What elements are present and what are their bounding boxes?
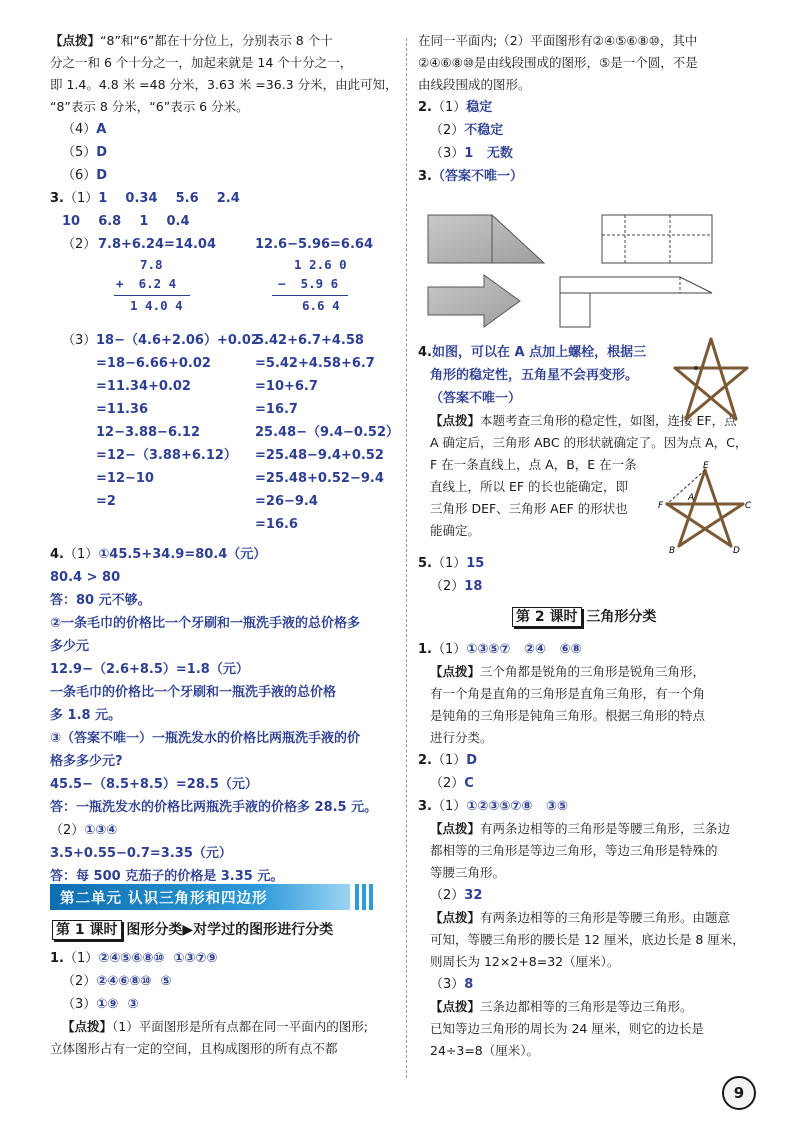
vertical-operand: 7.8 [140,257,163,272]
tip-text: 24÷3=8（厘米）。 [430,1043,540,1058]
star-label-c: C [745,501,752,511]
item-number: （1） [431,753,467,768]
l-shape [560,277,712,327]
calc-step: =16.6 [255,517,298,532]
answer-line [418,973,758,996]
calc-step: =10+6.7 [255,379,318,394]
answer-text: 多 1.8 元。 [50,708,122,723]
tip-text: 三角形 DEF、三角形 AEF 的形状也 [430,501,628,516]
vertical-result: 6.6 4 [302,298,340,313]
answer-line [50,118,395,141]
answer-text: 32 [464,888,483,903]
item-number: （1） [431,642,467,657]
vertical-calculations [50,257,395,329]
item-number: （1） [431,556,467,571]
calc-step: 25.48−（9.4−0.52） [255,425,400,440]
lesson2-answers [418,638,758,1062]
vertical-operand: − 5.9 6 [278,276,339,291]
vertical-result: 1 4.0 4 [130,298,183,313]
tip-text: 直线上，所以 EF 的长也能确定，即 [430,479,629,494]
equation: 12.6−5.96=6.64 [255,237,374,252]
calc-step: =26−9.4 [255,494,318,509]
calc-step: =25.48+0.52−9.4 [255,471,384,486]
answer-text: 1 无数 [464,146,513,161]
item-number: （3） [62,333,97,348]
star-label-e: E [703,461,709,471]
item-number: （6） [62,168,97,183]
calc-step: =11.36 [96,402,149,417]
answer-line [50,233,395,257]
tip-text: 有两条边相等的三角形是等腰三角形，三条边 [480,821,731,836]
vertical-operand: 1 2.6 0 [294,257,347,272]
tip-block [418,996,758,1018]
lesson-badge: 第 1 课时 [52,920,122,940]
prism-net-shape [602,215,712,263]
answer-line [50,543,395,566]
item-number: （2） [430,888,465,903]
item-number: （2） [430,123,465,138]
lesson-subtitle: 对学过的图形进行分类 [193,922,334,938]
question-number: 3. [50,191,64,206]
lesson-title: 图形分类 [126,922,183,938]
unit-title-banner [50,884,350,910]
answer-line [418,749,758,772]
answer-text: （答案不唯一） [430,391,522,406]
tip-text: “8”和“6”都在十分位上，分别表示 8 个十 [100,33,333,48]
tip-text: F 在一条直线上，点 A，B，E 在一条 [430,457,637,472]
tip-text: ②④⑥⑧⑩是由线段围成的图形，⑤是一个圆，不是 [418,55,698,70]
tip-label: 【点拨】 [50,33,101,48]
star-label-b: B [669,546,676,555]
tip-text: 进行分类。 [430,730,493,745]
answer-text: ②一条毛巾的价格比一个牙刷和一瓶洗手液的总价格多 [50,616,361,631]
vertical-rule [114,295,190,296]
answer-text: D [96,145,108,160]
star-label-a: A [688,493,695,503]
answer-text: （答案不唯一） [431,169,523,184]
page-number: 9 [722,1076,756,1110]
calc-step: =5.42+4.58+6.7 [255,356,375,371]
answer-text: 答：80 元不够。 [50,593,151,608]
answer-line [50,970,395,993]
item-number: （3） [62,997,97,1012]
tip-text: “8”表示 8 分米，“6”表示 6 分米。 [50,99,249,114]
tip-label: 【点拨】 [430,664,481,679]
item-number: （1） [63,191,99,206]
question-number: 2. [418,100,432,115]
calc-column [96,329,260,421]
question-number: 3. [418,169,432,184]
answer-text: ②④⑥⑧⑩ ⑤ [96,974,172,989]
answer-text: ①③④ [84,823,118,838]
answer-line [418,552,758,575]
tip-block [418,907,758,929]
tip-text: 能确定。 [430,523,481,538]
tip-label: 【点拨】 [430,413,481,428]
tip-block [418,661,758,683]
answer-text: 格多多少元? [50,754,123,769]
answer-text: ①⑨ ③ [96,997,139,1012]
answer-text: A [96,122,107,137]
tip-label: 【点拨】 [430,999,481,1014]
question-number: 5. [418,556,432,571]
answer-text: C [464,776,474,791]
calculation-grid [50,329,400,543]
calc-step: 18−（4.6+2.06）+0.02 [96,333,260,348]
trapezoid-shape [428,215,544,263]
question-number: 1. [50,951,64,966]
tip-text: 本题考查三角形的稳定性，如图，连接 EF，点 [480,413,737,428]
item-number: （1） [63,547,99,562]
calc-step: =11.34+0.02 [96,379,191,394]
answer-text: 15 [466,556,485,571]
item-number: （5） [62,145,97,160]
left-column [50,30,400,888]
item-number: （3） [430,977,465,992]
answer-text: ③（答案不唯一）一瓶洗发水的价格比两瓶洗手液的价 [50,731,361,746]
shapes-figure [420,205,720,335]
answer-line [50,993,395,1016]
tip-block [50,1016,395,1038]
calc-step: =12−10 [96,471,154,486]
answer-text: ①45.5+34.9=80.4（元） [98,547,267,562]
answer-line [50,164,395,187]
calc-step: =16.7 [255,402,298,417]
question-number: 4. [418,345,432,360]
tip-text: 可知，等腰三角形的腰长是 12 厘米，底边长是 8 厘米， [430,932,745,947]
q5-block [418,552,758,598]
equation: 7.8+6.24=14.04 [98,237,217,252]
tip-block [50,30,395,52]
question-number: 1. [418,642,432,657]
answer-text: ①③⑤⑦ ②④ ⑥⑧ [466,642,582,657]
answer-text: 稳定 [466,100,493,115]
tip-label: 【点拨】 [62,1019,113,1034]
star-figure-plain [672,335,750,423]
answer-line [418,165,758,188]
answer-line [50,819,395,842]
calc-step: =2 [96,494,116,509]
answer-text: D [466,753,478,768]
answer-line [418,795,758,818]
arrow-icon: ▶ [182,922,194,938]
tip-text: 即 1.4。4.8 米 =48 分米，3.63 米 =36.3 分米，由此可知， [50,77,398,92]
tip-text: 立体图形占有一定的空间，且构成图形的所有点不都 [50,1041,338,1056]
tip-text: 则周长为 12×2+8=32（厘米）。 [430,954,620,969]
question-number: 3. [418,799,432,814]
q4-block [418,341,748,542]
tip-text: 都相等的三角形是等边三角形，等边三角形是特殊的 [430,843,718,858]
tip-text: 三条边都相等的三角形是等边三角形。 [480,999,693,1014]
calc-step: =25.48−9.4+0.52 [255,448,384,463]
item-number: （2） [62,974,97,989]
tip-label: 【点拨】 [430,821,481,836]
answer-line [50,187,395,210]
answer-text: ②④⑤⑥⑧⑩ ①③⑦⑨ [98,951,218,966]
column-divider [406,38,407,1078]
calc-step: 5.42+6.7+4.58 [255,333,364,348]
answer-line [418,638,758,661]
arrow-shape [428,275,520,327]
answer-line [418,575,758,598]
star-label-d: D [733,546,740,555]
answer-text: 80.4 > 80 [50,570,121,585]
tip-text: 是钝角的三角形是钝角三角形。根据三角形的特点 [430,708,706,723]
tip-label: 【点拨】 [430,910,481,925]
answer-text: 如图，可以在 A 点加上螺栓，根据三 [431,345,647,360]
answer-line [418,96,758,119]
tip-block [418,818,758,840]
item-number: （1） [431,100,467,115]
answer-text: 3.5+0.55−0.7=3.35（元） [50,846,232,861]
item-number: （2） [62,237,97,252]
tip-text: 由线段围成的图形。 [418,77,531,92]
answer-text: ①②③⑤⑦⑧ ③⑤ [466,799,568,814]
item-number: （2） [430,776,465,791]
answer-text: 12.9−（2.6+8.5）=1.8（元） [50,662,249,677]
answer-text: 答：每 500 克茄子的价格是 3.35 元。 [50,869,284,884]
tip-block [418,410,737,432]
right-column [418,30,758,188]
unit-title: 第二单元 认识三角形和四边形 [60,890,268,907]
question-number: 4. [50,547,64,562]
answer-line [418,142,758,165]
calc-step: =12−（3.88+6.12） [96,448,237,463]
item-number: （3） [430,146,465,161]
item-number: （4） [62,122,97,137]
item-number: （2） [50,823,85,838]
answer-text: 45.5−（8.5+8.5）=28.5（元） [50,777,258,792]
star-label-f: F [658,501,664,511]
answer-line [418,119,758,142]
calc-step: 12−3.88−6.12 [96,425,201,440]
answer-text: 角形的稳定性，五角星不会再变形。 [430,368,639,383]
calc-column [96,421,237,513]
answer-line [50,947,395,970]
question-number: 2. [418,753,432,768]
tip-text: 已知等边三角形的周长为 24 厘米，则它的边长是 [430,1021,704,1036]
item-number: （1） [63,951,99,966]
answer-text: 10 6.8 1 0.4 [62,214,190,229]
answer-text: 一条毛巾的价格比一个牙刷和一瓶洗手液的总价格 [50,685,337,700]
tip-text: 有两条边相等的三角形是等腰三角形。由题意 [480,910,731,925]
answer-line [50,141,395,164]
tip-text: 在同一平面内;（2）平面图形有②④⑤⑥⑧⑩，其中 [418,33,698,48]
calc-step: =18−6.66+0.02 [96,356,211,371]
tip-text: A 确定后，三角形 ABC 的形状就确定了。因为点 A，C， [430,435,748,450]
vertical-operand: + 6.2 4 [116,276,177,291]
answer-text: 1 0.34 5.6 2.4 [98,191,240,206]
answer-text: 18 [464,579,483,594]
calc-column [255,329,375,421]
answer-line [50,210,395,233]
answer-text: 答：一瓶洗发水的价格比两瓶洗手液的价格多 28.5 元。 [50,800,378,815]
item-number: （2） [430,579,465,594]
tip-text: 分之一和 6 个十分之一，加起来就是 14 个十分之一， [50,55,353,70]
lesson-title: 三角形分类 [586,609,657,625]
tip-text: （1）平面图形是所有点都在同一平面内的图形; [112,1019,368,1034]
lesson-badge: 第 2 课时 [512,607,582,627]
lesson-heading [52,919,333,940]
star-figure-labeled [655,460,755,555]
answer-line [418,772,758,795]
vertical-rule [272,295,348,296]
answer-text: D [96,168,108,183]
tip-text: 有一个角是直角的三角形是直角三角形，有一个角 [430,686,706,701]
tip-text: 等腰三角形。 [430,865,506,880]
banner-stripes [355,884,377,910]
tip-text: 三个角都是锐角的三角形是锐角三角形， [480,664,706,679]
item-number: （1） [431,799,467,814]
answer-line [418,884,758,907]
lesson1-answers [50,947,395,1060]
answer-text: 不稳定 [464,123,504,138]
answer-line [418,341,668,364]
calc-column [255,421,399,536]
answer-text: 8 [464,977,474,992]
answer-text: 多少元 [50,639,90,654]
lesson-heading [512,606,656,627]
